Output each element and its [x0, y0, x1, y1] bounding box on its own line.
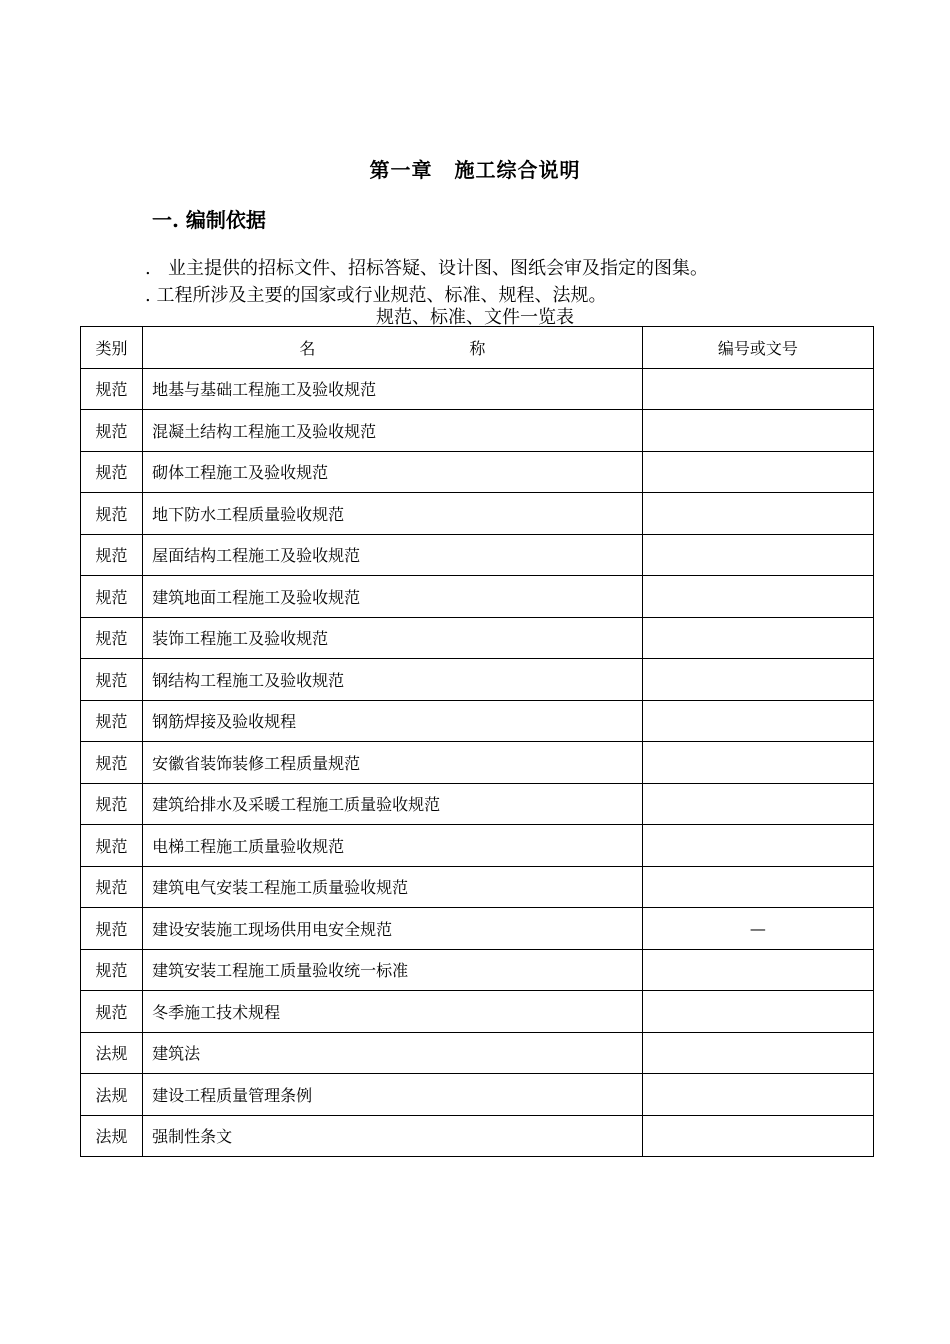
- table-caption: 规范、标准、文件一览表: [376, 307, 574, 328]
- cell-code: [642, 451, 873, 493]
- table-row: [81, 783, 874, 825]
- cell-code: [642, 534, 873, 576]
- cell-name: 建筑给排水及采暖工程施工质量验收规范: [143, 783, 643, 825]
- cell-category: 规范: [81, 493, 143, 535]
- cell-name: 强制性条文: [143, 1115, 643, 1157]
- table-row: [81, 1032, 874, 1074]
- cell-code: [642, 617, 873, 659]
- table-row: [81, 866, 874, 908]
- header-code: 编号或文号: [642, 327, 873, 369]
- table-row: [81, 1074, 874, 1116]
- cell-category: 法规: [81, 1032, 143, 1074]
- cell-code: [642, 742, 873, 784]
- table-row: [81, 368, 874, 410]
- table-row: [81, 1115, 874, 1157]
- cell-code: [642, 493, 873, 535]
- cell-category: 规范: [81, 617, 143, 659]
- chapter-number: 第一章: [369, 158, 433, 182]
- cell-name: 钢结构工程施工及验收规范: [143, 659, 643, 701]
- cell-name: 安徽省装饰装修工程质量规范: [143, 742, 643, 784]
- table-row: [81, 617, 874, 659]
- cell-code: [642, 1074, 873, 1116]
- chapter-title: [0, 154, 950, 183]
- header-category: 类别: [81, 327, 143, 369]
- table-row: [81, 410, 874, 452]
- paragraph-marker: .: [145, 258, 151, 279]
- table-row: [81, 949, 874, 991]
- paragraph-basis-2: . 工程所涉及主要的国家或行业规范、标准、规程、法规。: [145, 285, 607, 306]
- table-row: [81, 700, 874, 742]
- cell-code: [642, 825, 873, 867]
- cell-name: 建筑安装工程施工质量验收统一标准: [143, 949, 643, 991]
- cell-code: [642, 866, 873, 908]
- cell-name: 建筑法: [143, 1032, 643, 1074]
- cell-category: 规范: [81, 742, 143, 784]
- table-row: [81, 908, 874, 950]
- cell-category: 规范: [81, 576, 143, 618]
- header-name-part2: 称: [469, 338, 486, 358]
- cell-code: [642, 659, 873, 701]
- header-name: [143, 327, 643, 369]
- cell-code: [642, 368, 873, 410]
- cell-category: 法规: [81, 1074, 143, 1116]
- cell-code: [642, 576, 873, 618]
- cell-code: [642, 783, 873, 825]
- cell-name: 地基与基础工程施工及验收规范: [143, 368, 643, 410]
- cell-code: —: [642, 908, 873, 950]
- cell-code: [642, 1032, 873, 1074]
- cell-category: 规范: [81, 866, 143, 908]
- table-row: [81, 991, 874, 1033]
- cell-name: 装饰工程施工及验收规范: [143, 617, 643, 659]
- cell-category: 规范: [81, 783, 143, 825]
- cell-category: 规范: [81, 534, 143, 576]
- cell-category: 规范: [81, 410, 143, 452]
- cell-category: 规范: [81, 451, 143, 493]
- table-row: [81, 742, 874, 784]
- paragraph-basis-1: [145, 254, 708, 280]
- table-row: [81, 534, 874, 576]
- table-row: [81, 493, 874, 535]
- section-heading: 一. 编制依据: [152, 208, 266, 232]
- table-body: [81, 368, 874, 1157]
- cell-code: [642, 1115, 873, 1157]
- cell-name: 钢筋焊接及验收规程: [143, 700, 643, 742]
- cell-category: 规范: [81, 949, 143, 991]
- table-row: [81, 825, 874, 867]
- cell-code: [642, 410, 873, 452]
- standards-table: [80, 326, 874, 1157]
- cell-name: 屋面结构工程施工及验收规范: [143, 534, 643, 576]
- header-name-part1: 名: [299, 338, 316, 358]
- cell-name: 建设工程质量管理条例: [143, 1074, 643, 1116]
- cell-category: 规范: [81, 908, 143, 950]
- cell-category: 法规: [81, 1115, 143, 1157]
- cell-name: 建筑电气安装工程施工质量验收规范: [143, 866, 643, 908]
- cell-name: 冬季施工技术规程: [143, 991, 643, 1033]
- cell-category: 规范: [81, 659, 143, 701]
- table-row: [81, 659, 874, 701]
- cell-name: 电梯工程施工质量验收规范: [143, 825, 643, 867]
- cell-name: 建筑地面工程施工及验收规范: [143, 576, 643, 618]
- cell-category: 规范: [81, 700, 143, 742]
- cell-name: 混凝土结构工程施工及验收规范: [143, 410, 643, 452]
- cell-name: 地下防水工程质量验收规范: [143, 493, 643, 535]
- table-row: [81, 451, 874, 493]
- cell-code: [642, 991, 873, 1033]
- paragraph-text: 业主提供的招标文件、招标答疑、设计图、图纸会审及指定的图集。: [168, 258, 708, 279]
- cell-code: [642, 949, 873, 991]
- cell-code: [642, 700, 873, 742]
- cell-category: 规范: [81, 991, 143, 1033]
- cell-name: 建设安装施工现场供用电安全规范: [143, 908, 643, 950]
- cell-category: 规范: [81, 825, 143, 867]
- cell-category: 规范: [81, 368, 143, 410]
- cell-name: 砌体工程施工及验收规范: [143, 451, 643, 493]
- table-header-row: [81, 327, 874, 369]
- table-row: [81, 576, 874, 618]
- chapter-name: 施工综合说明: [454, 158, 581, 182]
